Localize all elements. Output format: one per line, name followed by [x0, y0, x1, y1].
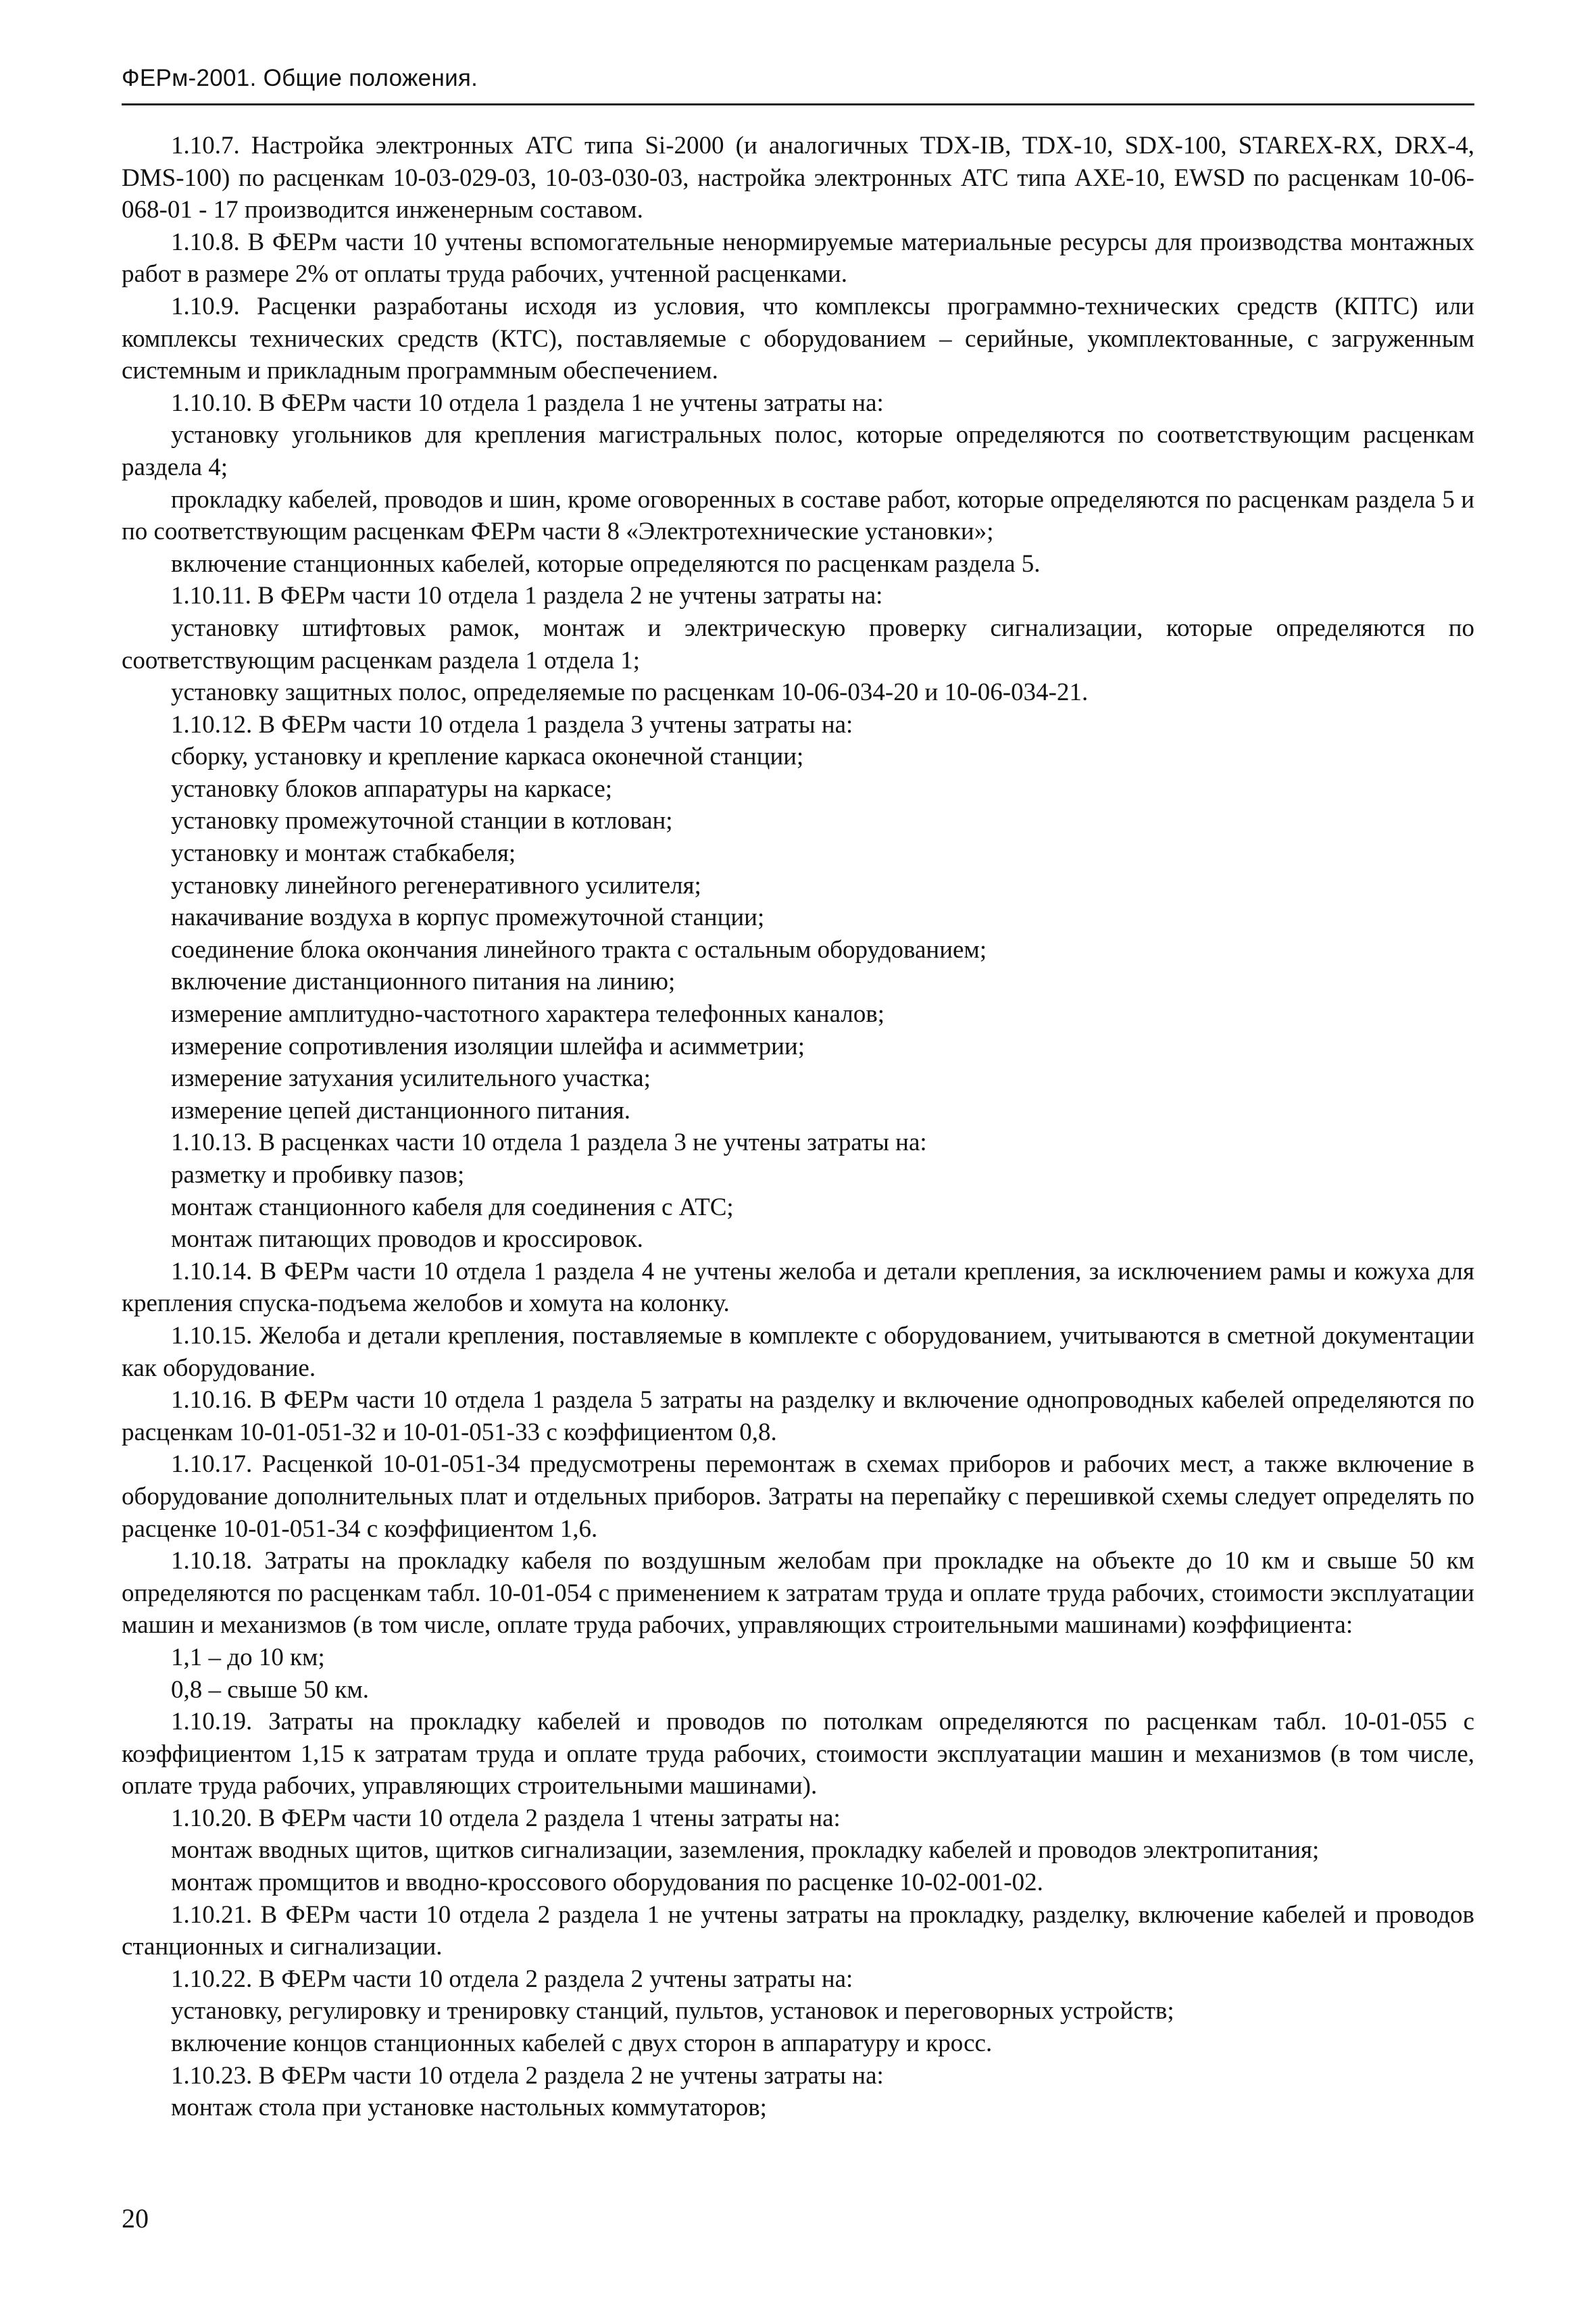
- paragraph: 1.10.18. Затраты на прокладку кабеля по воздушным желобам при прокладке на объекте до 10 км и свыше 50 км определяются по расценкам табл. 10-01-054 с применением к затратам труда и оплате труда рабочих, стоимости эксплуатации машин и механизмов (в том числе, оплате труда рабочих, управляющих строительными машинами) коэффициента:: [122, 1547, 1474, 1640]
- list-item: сборку, установку и крепление каркаса оконечной станции;: [171, 743, 804, 771]
- paragraph: 1.10.9. Расценки разработаны исходя из условия, что комплексы программно-технических средств (КПТС) или комплексы технических средств (КТС), поставляемые с оборудованием – серийные, укомплектованные, с загруженным системным и прикладным программным обеспечением.: [122, 292, 1474, 385]
- running-header: ФЕРм-2001. Общие положения.: [122, 65, 478, 91]
- list-item: установку угольников для крепления магистральных полос, которые определяются по соответствующим расценкам раздела 4;: [122, 421, 1474, 481]
- list-item: разметку и пробивку пазов;: [171, 1161, 465, 1189]
- list-item: накачивание воздуха в корпус промежуточной станции;: [171, 904, 765, 932]
- paragraph: 1.10.10. В ФЕРм части 10 отдела 1 раздела 1 не учтены затраты на:: [171, 389, 884, 417]
- paragraph: 1.10.13. В расценках части 10 отдела 1 раздела 3 не учтены затраты на:: [171, 1129, 927, 1157]
- paragraph: 1.10.15. Желоба и детали крепления, поставляемые в комплекте с оборудованием, учитываются в сметной документации как оборудование.: [122, 1321, 1474, 1382]
- paragraph: 1.10.23. В ФЕРм части 10 отдела 2 раздела 2 не учтены затраты на:: [171, 2061, 884, 2090]
- list-item: включение концов станционных кабелей с двух сторон в аппаратуру и кросс.: [171, 2029, 993, 2058]
- paragraph: 1.10.8. В ФЕРм части 10 учтены вспомогательные ненормируемые материальные ресурсы для производства монтажных работ в размере 2% от оплаты труда рабочих, учтенной расценками.: [122, 228, 1474, 289]
- list-item: установку штифтовых рамок, монтаж и электрическую проверку сигнализации, которые определяются по соответствующим расценкам раздела 1 отдела 1;: [122, 614, 1474, 674]
- paragraph: 1.10.7. Настройка электронных АТС типа Si-2000 (и аналогичных TDX-IB, TDX-10, SDX-100, STAREX-RX, DRX-4, DMS-100) по расценкам 10-03-029-03, 10-03-030-03, настройка электронных АТС типа АХЕ-10, EWSD по расценкам 10-06-068-01 - 17 производится инженерным составом.: [122, 132, 1474, 224]
- list-item: измерение затухания усилительного участка;: [171, 1064, 651, 1093]
- list-item: измерение цепей дистанционного питания.: [171, 1096, 631, 1125]
- paragraph: 1.10.14. В ФЕРм части 10 отдела 1 раздела 4 не учтены желоба и детали крепления, за исключением рамы и кожуха для крепления спуска-подъема желобов и хомута на колонку.: [122, 1257, 1474, 1318]
- list-item: измерение амплитудно-частотного характера телефонных каналов;: [171, 1000, 885, 1029]
- list-item: 0,8 – свыше 50 км.: [171, 1675, 370, 1704]
- paragraph: 1.10.11. В ФЕРм части 10 отдела 1 раздела 2 не учтены затраты на:: [171, 582, 883, 610]
- list-item: установку и монтаж стабкабеля;: [171, 839, 516, 868]
- list-item: монтаж станционного кабеля для соединения с АТС;: [171, 1193, 734, 1221]
- paragraph: 1.10.22. В ФЕРм части 10 отдела 2 раздела 2 учтены затраты на:: [171, 1965, 853, 1993]
- list-item: включение дистанционного питания на линию;: [171, 968, 676, 996]
- list-item: монтаж промщитов и вводно-кроссового оборудования по расценке 10-02-001-02.: [171, 1869, 1043, 1897]
- list-item: включение станционных кабелей, которые определяются по расценкам раздела 5.: [171, 549, 1041, 578]
- list-item: установку защитных полос, определяемые по расценкам 10-06-034-20 и 10-06-034-21.: [171, 679, 1089, 707]
- list-item: соединение блока окончания линейного тракта с остальным оборудованием;: [171, 935, 987, 964]
- list-item: измерение сопротивления изоляции шлейфа и асимметрии;: [171, 1032, 805, 1060]
- list-item: монтаж вводных щитов, щитков сигнализации, заземления, прокладку кабелей и проводов электропитания;: [171, 1836, 1320, 1865]
- paragraph: 1.10.21. В ФЕРм части 10 отдела 2 раздела 1 не учтены затраты на прокладку, разделку, включение кабелей и проводов станционных и сигнализации.: [122, 1900, 1474, 1961]
- paragraph: 1.10.20. В ФЕРм части 10 отдела 2 раздела 1 чтены затраты на:: [171, 1804, 841, 1832]
- list-item: установку промежуточной станции в котлован;: [171, 807, 673, 835]
- header-rule: [122, 103, 1474, 105]
- paragraph: 1.10.12. В ФЕРм части 10 отдела 1 раздела 3 учтены затраты на:: [171, 710, 853, 739]
- list-item: монтаж стола при установке настольных коммутаторов;: [171, 2094, 767, 2122]
- page-number: 20: [122, 2203, 149, 2234]
- paragraph: 1.10.17. Расценкой 10-01-051-34 предусмотрены перемонтаж в схемах приборов и рабочих мест, а также включение в оборудование дополнительных плат и отдельных приборов. Затраты на перепайку с перешивкой схемы следует определять по расценке 10-01-051-34 с коэффициентом 1,6.: [122, 1450, 1474, 1543]
- list-item: монтаж питающих проводов и кроссировок.: [171, 1225, 643, 1254]
- list-item: установку линейного регенеративного усилителя;: [171, 871, 701, 900]
- list-item: прокладку кабелей, проводов и шин, кроме оговоренных в составе работ, которые определяются по расценкам раздела 5 и по соответствующим расценкам ФЕРм части 8 «Электротехнические установки»;: [122, 485, 1474, 546]
- document-body: [122, 130, 1474, 2124]
- list-item: установку блоков аппаратуры на каркасе;: [171, 774, 613, 803]
- list-item: 1,1 – до 10 км;: [171, 1643, 325, 1671]
- paragraph: 1.10.19. Затраты на прокладку кабелей и проводов по потолкам определяются по расценкам табл. 10-01-055 с коэффициентом 1,15 к затратам труда и оплате труда рабочих, стоимости эксплуатации машин и механизмов (в том числе, оплате труда рабочих, управляющих строительными машинами).: [122, 1708, 1474, 1800]
- list-item: установку, регулировку и тренировку станций, пультов, установок и переговорных устройств;: [171, 1997, 1174, 2025]
- paragraph: 1.10.16. В ФЕРм части 10 отдела 1 раздела 5 затраты на разделку и включение однопроводных кабелей определяются по расценкам 10-01-051-32 и 10-01-051-33 с коэффициентом 0,8.: [122, 1386, 1474, 1446]
